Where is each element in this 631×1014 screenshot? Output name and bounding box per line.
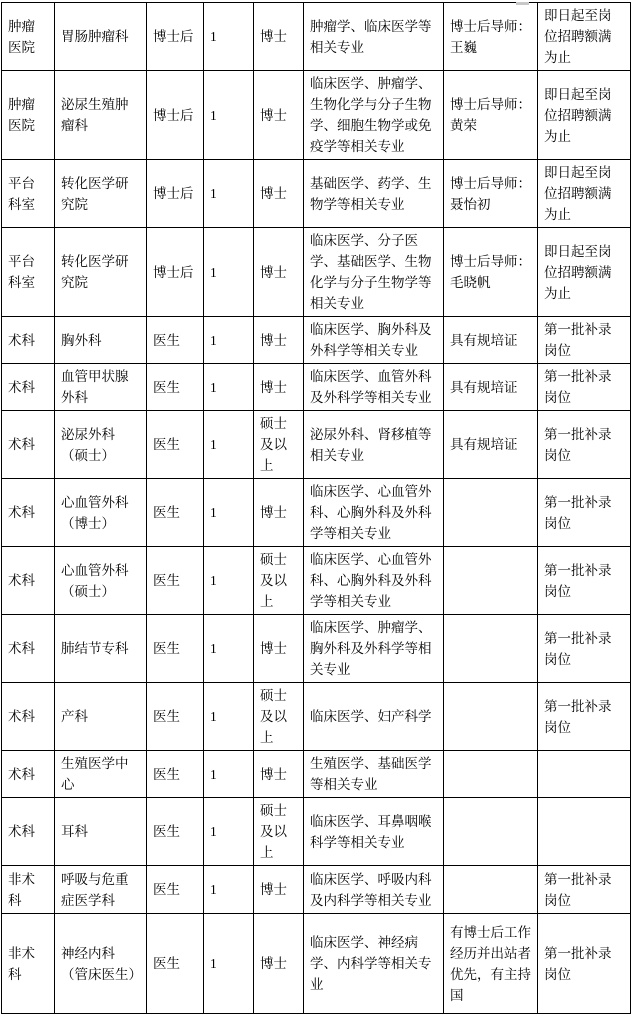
table-cell: 1 (204, 71, 254, 160)
table-cell: 博士 (254, 364, 304, 411)
table-cell: 1 (204, 547, 254, 615)
table-row (2, 411, 631, 479)
table-cell: 医生 (147, 411, 204, 479)
table-cell: 肿瘤学、临床医学等相关专业 (304, 3, 444, 71)
table-cell: 1 (204, 411, 254, 479)
table-cell: 临床医学、血管外科及外科学等相关专业 (304, 364, 444, 411)
table-row (2, 160, 631, 228)
recruitment-table (1, 2, 631, 1014)
table-cell: 第一批补录岗位 (538, 317, 631, 364)
table-cell: 临床医学、分子医学、基础医学、生物化学与分子生物学等相关专业 (304, 228, 444, 317)
table-cell: 医生 (147, 615, 204, 683)
table-cell: 平台科室 (2, 228, 55, 317)
table-cell: 即日起至岗位招聘额满为止 (538, 71, 631, 160)
table-cell: 第一批补录岗位 (538, 914, 631, 1014)
table-cell: 博士后导师：聂怡初 (444, 160, 538, 228)
table-cell: 医生 (147, 798, 204, 866)
table-cell: 1 (204, 479, 254, 547)
table-cell: 硕士及以上 (254, 411, 304, 479)
table-row (2, 615, 631, 683)
table-cell: 具有规培证 (444, 364, 538, 411)
table-cell: 即日起至岗位招聘额满为止 (538, 228, 631, 317)
table-cell: 临床医学、妇产科学 (304, 683, 444, 751)
table-row (2, 317, 631, 364)
table-cell: 1 (204, 228, 254, 317)
table-cell: 即日起至岗位招聘额满为止 (538, 3, 631, 71)
table-cell: 1 (204, 683, 254, 751)
table-cell: 医生 (147, 547, 204, 615)
table-cell: 临床医学、肿瘤学、胸外科及外科学等相关专业 (304, 615, 444, 683)
table-cell: 心血管外科（硕士） (55, 547, 147, 615)
table-cell (444, 479, 538, 547)
table-cell (444, 866, 538, 914)
table-cell: 第一批补录岗位 (538, 683, 631, 751)
table-cell: 肺结节专科 (55, 615, 147, 683)
table-row (2, 479, 631, 547)
table-cell: 术科 (2, 615, 55, 683)
table-cell: 术科 (2, 317, 55, 364)
table-row (2, 683, 631, 751)
table-cell: 博士 (254, 751, 304, 798)
table-cell: 1 (204, 751, 254, 798)
table-cell: 第一批补录岗位 (538, 479, 631, 547)
table-cell: 硕士及以上 (254, 798, 304, 866)
page-edge-artifact (516, 2, 529, 5)
table-cell: 博士后导师：毛晓帆 (444, 228, 538, 317)
table-cell: 术科 (2, 683, 55, 751)
table-cell: 生殖医学中心 (55, 751, 147, 798)
table-cell: 1 (204, 160, 254, 228)
table-cell: 泌尿外科（硕士） (55, 411, 147, 479)
table-cell: 临床医学、心血管外科、心胸外科及外科学等相关专业 (304, 479, 444, 547)
table-cell: 1 (204, 3, 254, 71)
table-cell: 心血管外科（博士） (55, 479, 147, 547)
table-cell: 1 (204, 914, 254, 1014)
table-cell: 临床医学、呼吸内科及内科学等相关专业 (304, 866, 444, 914)
table-cell: 博士 (254, 71, 304, 160)
table-cell: 胃肠肿瘤科 (55, 3, 147, 71)
table-cell: 临床医学、神经病学、内科学等相关专业 (304, 914, 444, 1014)
table-row (2, 914, 631, 1014)
table-cell: 耳科 (55, 798, 147, 866)
table-cell: 博士 (254, 317, 304, 364)
table-cell: 博士后 (147, 3, 204, 71)
table-row (2, 228, 631, 317)
table-cell: 博士 (254, 866, 304, 914)
table-cell: 术科 (2, 479, 55, 547)
table-body (2, 3, 631, 1014)
table-cell: 博士后导师：黄荣 (444, 71, 538, 160)
table-cell: 1 (204, 798, 254, 866)
table-cell: 肿瘤医院 (2, 71, 55, 160)
table-cell: 转化医学研究院 (55, 160, 147, 228)
table-cell: 泌尿外科、肾移植等相关专业 (304, 411, 444, 479)
table-cell: 平台科室 (2, 160, 55, 228)
table-cell: 博士后 (147, 71, 204, 160)
table-cell: 泌尿生殖肿瘤科 (55, 71, 147, 160)
table-cell: 第一批补录岗位 (538, 411, 631, 479)
table-cell: 临床医学、胸外科及外科学等相关专业 (304, 317, 444, 364)
table-cell: 医生 (147, 866, 204, 914)
table-cell: 博士 (254, 160, 304, 228)
table-cell: 博士 (254, 3, 304, 71)
table-row (2, 364, 631, 411)
table-cell: 医生 (147, 683, 204, 751)
table-cell: 医生 (147, 317, 204, 364)
table-cell: 转化医学研究院 (55, 228, 147, 317)
table-cell: 具有规培证 (444, 317, 538, 364)
table-cell: 博士后导师：王巍 (444, 3, 538, 71)
table-cell: 硕士及以上 (254, 683, 304, 751)
table-cell: 第一批补录岗位 (538, 547, 631, 615)
table-cell: 硕士及以上 (254, 547, 304, 615)
table-cell: 医生 (147, 914, 204, 1014)
table-cell: 博士后 (147, 228, 204, 317)
table-cell: 1 (204, 317, 254, 364)
table-cell: 胸外科 (55, 317, 147, 364)
table-cell: 神经内科（管床医生） (55, 914, 147, 1014)
table-cell: 生殖医学、基础医学等相关专业 (304, 751, 444, 798)
table-cell (444, 798, 538, 866)
table-cell (538, 751, 631, 798)
table-row (2, 798, 631, 866)
table-cell: 具有规培证 (444, 411, 538, 479)
table-cell: 博士 (254, 615, 304, 683)
table-cell: 呼吸与危重症医学科 (55, 866, 147, 914)
table-cell: 医生 (147, 364, 204, 411)
table-row (2, 751, 631, 798)
table-cell (444, 751, 538, 798)
table-cell: 临床医学、心血管外科、心胸外科及外科学等相关专业 (304, 547, 444, 615)
table-cell: 非术科 (2, 866, 55, 914)
table-row (2, 547, 631, 615)
table-cell: 1 (204, 364, 254, 411)
table-cell: 第一批补录岗位 (538, 615, 631, 683)
table-cell: 基础医学、药学、生物学等相关专业 (304, 160, 444, 228)
table-cell (444, 683, 538, 751)
table-row (2, 3, 631, 71)
table-cell: 术科 (2, 411, 55, 479)
table-row (2, 866, 631, 914)
table-cell: 博士后 (147, 160, 204, 228)
table-cell: 术科 (2, 364, 55, 411)
table-cell: 临床医学、肿瘤学、生物化学与分子生物学、细胞生物学或免疫学等相关专业 (304, 71, 444, 160)
table-cell: 术科 (2, 547, 55, 615)
table-cell: 临床医学、耳鼻咽喉科学等相关专业 (304, 798, 444, 866)
table-cell: 术科 (2, 751, 55, 798)
table-cell (444, 547, 538, 615)
table-cell (538, 798, 631, 866)
table-cell: 1 (204, 615, 254, 683)
table-cell: 1 (204, 866, 254, 914)
table-cell: 医生 (147, 751, 204, 798)
table-cell (444, 615, 538, 683)
table-cell: 博士 (254, 914, 304, 1014)
table-cell: 医生 (147, 479, 204, 547)
table-cell: 非术科 (2, 914, 55, 1014)
table-cell: 有博士后工作经历并出站者优先，有主持国 (444, 914, 538, 1014)
table-cell: 术科 (2, 798, 55, 866)
table-cell: 博士 (254, 479, 304, 547)
table-cell: 博士 (254, 228, 304, 317)
table-cell: 第一批补录岗位 (538, 364, 631, 411)
table-cell: 肿瘤医院 (2, 3, 55, 71)
table-cell: 即日起至岗位招聘额满为止 (538, 160, 631, 228)
table-cell: 血管甲状腺外科 (55, 364, 147, 411)
table-cell: 产科 (55, 683, 147, 751)
table-cell: 第一批补录岗位 (538, 866, 631, 914)
table-row (2, 71, 631, 160)
